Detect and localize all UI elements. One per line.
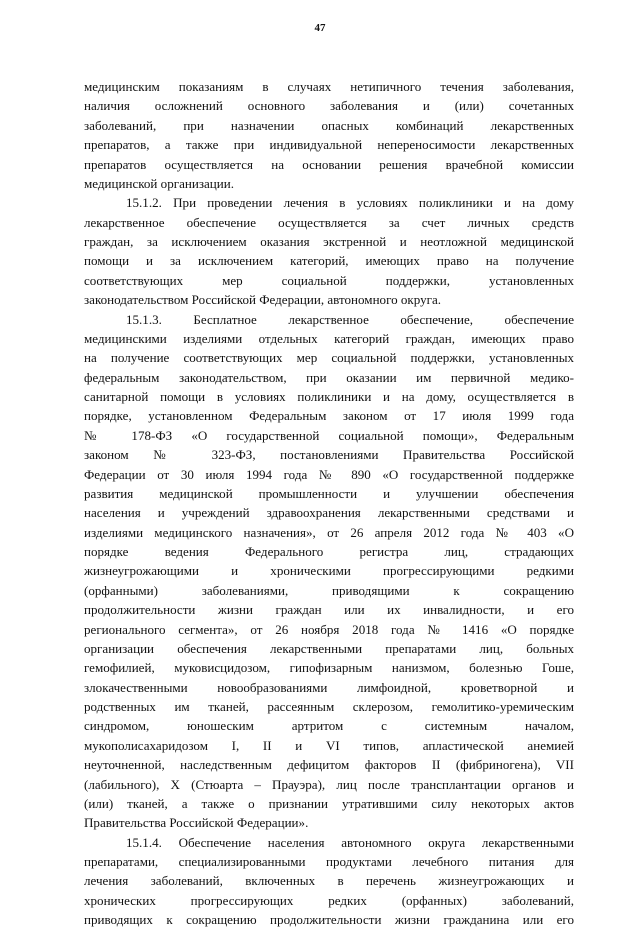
- paragraph-continuation: [84, 77, 574, 193]
- text-line: помощи и за исключением категорий, имеющих право на получение: [84, 253, 574, 269]
- text-line: (орфанными) заболеваниями, приводящими к сокращению: [84, 582, 574, 598]
- text-line: неуточненной, наследственным дефицитом факторов II (фибриногена), VII: [84, 757, 574, 773]
- text-line: (лабильного), X (Стюарта – Прауэра), лиц после трансплантации органов и: [84, 776, 574, 792]
- text-line: наличия осложнений основного заболевания и (или) сочетанных: [84, 98, 574, 114]
- text-line: родственных им тканей, рассеянным склерозом, гемолитико-уремическим: [84, 699, 574, 714]
- text-line: (или) тканей, а также о признании утратившими силу некоторых актов: [84, 795, 574, 811]
- text-line: Правительства Российской Федерации».: [84, 815, 309, 831]
- text-line: порядке ведения Федерального регистра лиц, страдающих: [84, 544, 574, 559]
- text-line: законодательством Российской Федерации, автономного округа.: [84, 292, 442, 308]
- text-line: мукополисахаридозом I, II и VI типов, апластической анемией: [84, 737, 574, 753]
- text-line: Федерации от 30 июля 1994 года № 890 «О государственной поддержке: [84, 466, 574, 482]
- text-line: медицинскими изделиями отдельных категорий граждан, имеющих право: [84, 330, 574, 346]
- text-line: медицинским показаниям в случаях нетипичного течения заболевания,: [84, 79, 574, 94]
- text-line: препаратов осуществляется на основании решения врачебной комиссии: [84, 156, 574, 172]
- text-line: препаратами, специализированными продуктами лечебного питания для: [84, 854, 574, 869]
- text-line: 15.1.3. Бесплатное лекарственное обеспечение, обеспечение: [126, 311, 574, 327]
- text-line: 15.1.2. При проведении лечения в условиях поликлиники и на дому: [126, 195, 574, 211]
- text-line: синдромом, юношеским артритом с системным началом,: [84, 718, 574, 734]
- text-line: населения и учреждений здравоохранения лекарственными средствами и: [84, 505, 574, 521]
- text-line: изделиями медицинского назначения», от 26 апреля 2012 года № 403 «О: [84, 524, 574, 540]
- paragraph-15-1-3: [84, 310, 574, 833]
- text-line: приводящих к сокращению продолжительности жизни гражданина или его: [84, 912, 574, 928]
- text-line: развития медицинской промышленности и улучшении обеспечения: [84, 485, 574, 501]
- text-line: злокачественными новообразованиями лимфоидной, кроветворной и: [84, 679, 574, 695]
- text-line: медицинской организации.: [84, 175, 234, 191]
- text-line: на получение соответствующих мер социальной поддержки, установленных: [84, 350, 574, 366]
- text-line: жизнеугрожающими и хроническими прогрессирующими редкими: [84, 563, 574, 579]
- text-line: порядке, установленном Федеральным законом от 17 июля 1999 года: [84, 408, 574, 424]
- document-body: [84, 77, 574, 930]
- text-line: регионального сегмента», от 26 ноября 2018 года № 1416 «О порядке: [84, 621, 574, 637]
- text-line: гемофилией, муковисцидозом, гипофизарным нанизмом, болезнью Гоше,: [84, 660, 574, 676]
- paragraph-15-1-2: [84, 193, 574, 309]
- text-line: законом № 323-ФЗ, постановлениями Правительства Российской: [84, 447, 574, 463]
- text-line: лекарственное обеспечение осуществляется за счет личных средств: [84, 214, 574, 230]
- text-line: № 178-ФЗ «О государственной социальной помощи», Федеральным: [84, 427, 574, 443]
- text-line: 15.1.4. Обеспечение населения автономного округа лекарственными: [126, 834, 574, 850]
- text-line: граждан, за исключением оказания экстренной и неотложной медицинской: [84, 234, 574, 249]
- text-line: санитарной помощи в условиях поликлиники и на дому, осуществляется в: [84, 389, 574, 404]
- paragraph-15-1-4: [84, 833, 574, 930]
- page-number: 47: [314, 22, 326, 34]
- text-line: лечения заболеваний, включенных в перечень жизнеугрожающих и: [84, 873, 574, 889]
- text-line: препаратов, а также при индивидуальной непереносимости лекарственных: [84, 137, 574, 153]
- text-line: продолжительности жизни граждан или их инвалидности, и его: [84, 602, 574, 618]
- text-line: хронических прогрессирующих редких (орфанных) заболеваний,: [84, 892, 574, 908]
- text-line: соответствующих мер социальной поддержки, установленных: [84, 272, 574, 288]
- text-line: организации обеспечения лекарственными препаратами лиц, больных: [84, 640, 574, 656]
- text-line: заболеваний, при назначении опасных комбинаций лекарственных: [84, 117, 574, 133]
- text-line: федеральным законодательством, при оказании им первичной медико-: [84, 369, 574, 385]
